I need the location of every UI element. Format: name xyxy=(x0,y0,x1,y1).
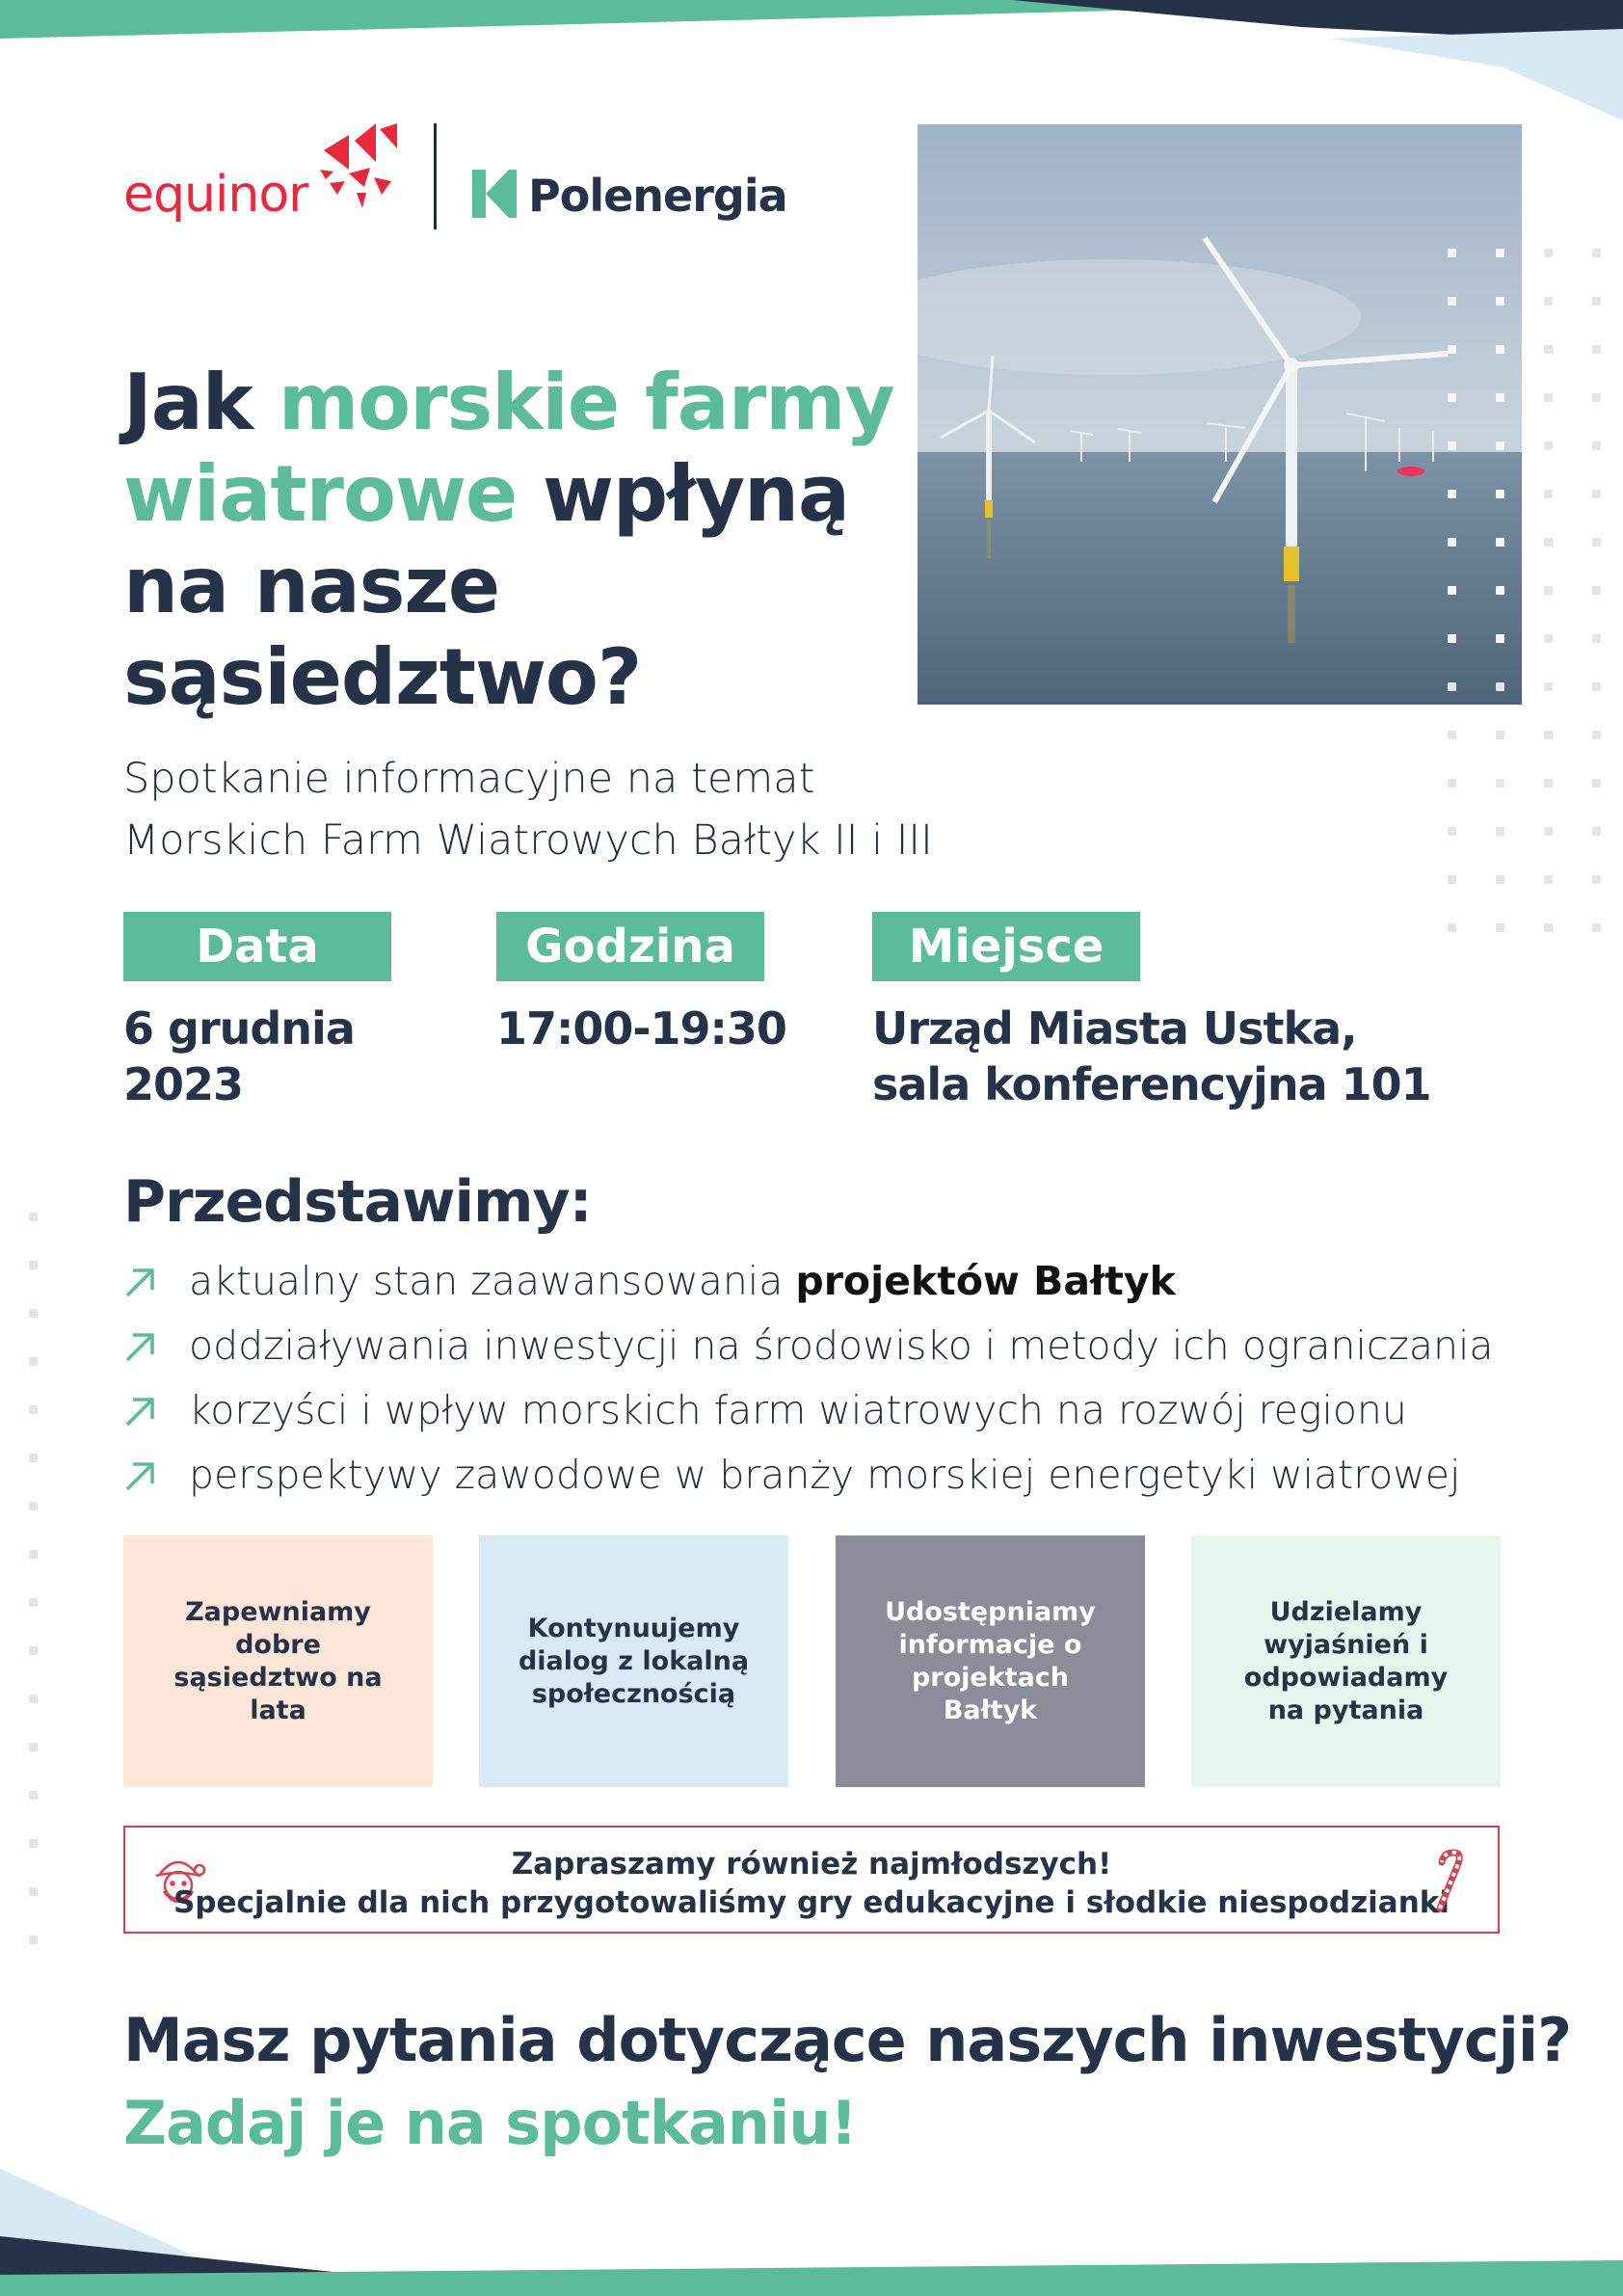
place-value xyxy=(872,1001,1431,1112)
bottom-decorative-band xyxy=(0,2169,1623,2296)
date-label: Data xyxy=(123,912,391,981)
card-information xyxy=(836,1535,1145,1787)
card-text: Udzielamy wyjaśnień i odpowiadamy na pytania xyxy=(1243,1596,1449,1725)
headline-part1: Jak xyxy=(123,358,279,447)
kids-line2: Specjalnie dla nich przygotowaliśmy gry edukacyjne i słodkie niespodzianki xyxy=(173,1885,1450,1920)
card-answers xyxy=(1191,1535,1501,1787)
list-item xyxy=(123,1378,1569,1443)
dot-grid-left xyxy=(29,1213,48,1945)
equinor-logo-icon xyxy=(316,123,403,216)
time-label: Godzina xyxy=(496,912,764,981)
equinor-logo-text: equinor xyxy=(123,166,308,224)
card-text: Kontynuujemy dialog z lokalną społecznością xyxy=(518,1613,750,1709)
place-line2: sala konferencyjna 101 xyxy=(872,1058,1431,1110)
arrow-up-right-icon xyxy=(123,1458,158,1493)
kids-banner xyxy=(123,1826,1500,1934)
arrow-up-right-icon xyxy=(123,1265,158,1299)
candy-cane-icon xyxy=(1428,1849,1473,1912)
subheadline xyxy=(123,748,991,871)
list-item-bold: projektów Bałtyk xyxy=(795,1258,1176,1304)
list-item xyxy=(123,1314,1569,1378)
card-text: Udostępniamy informacje o projektach Bałtyk xyxy=(885,1596,1096,1725)
date-value xyxy=(123,1001,355,1112)
card-good-neighbourhood xyxy=(123,1535,433,1787)
card-dialog xyxy=(479,1535,788,1787)
list-item-text: oddziaływania inwestycji na środowisko i metody ich ograniczania xyxy=(189,1322,1494,1369)
headline-part2: wpłyną na nasze sąsiedztwo? xyxy=(123,449,849,722)
list-item-text: korzyści i wpływ morskich farm wiatrowych na rozwój regionu xyxy=(189,1387,1407,1433)
list-item-text: perspektywy zawodowe w branży morskiej energetyki wiatrowej xyxy=(189,1452,1461,1498)
list-item-text: aktualny stan zaawansowania xyxy=(189,1258,796,1304)
present-title: Przedstawimy: xyxy=(123,1168,592,1236)
place-label: Miejsce xyxy=(872,912,1140,981)
subheadline-line1: Spotkanie informacyjne na temat xyxy=(123,755,815,803)
present-list xyxy=(123,1249,1569,1508)
headline-accent: morskie farmy wiatrowe xyxy=(123,358,894,539)
place-line1: Urząd Miasta Ustka, xyxy=(872,1002,1357,1055)
time-value: 17:00-19:30 xyxy=(496,1002,786,1055)
kids-line1: Zapraszamy również najmłodszych! xyxy=(511,1847,1112,1882)
date-line1: 6 grudnia xyxy=(123,1002,355,1055)
logo-separator xyxy=(434,123,437,229)
polenergia-logo-text: Polenergia xyxy=(528,170,787,222)
top-decorative-band xyxy=(0,0,1623,125)
arrow-up-right-icon xyxy=(123,1329,158,1364)
headline xyxy=(123,357,914,723)
offshore-wind-farm-photo xyxy=(918,124,1522,705)
date-line2: 2023 xyxy=(123,1058,244,1110)
list-item xyxy=(123,1249,1569,1314)
footer-question: Masz pytania dotyczące naszych inwestycji? xyxy=(123,2005,1572,2075)
arrow-up-right-icon xyxy=(123,1394,158,1428)
subheadline-line2: Morskich Farm Wiatrowych Bałtyk II i III xyxy=(123,816,933,865)
card-text: Zapewniamy dobre sąsiedztwo na lata xyxy=(173,1596,383,1725)
list-item xyxy=(123,1443,1569,1508)
dot-grid-photo-overlay xyxy=(1448,249,1515,692)
polenergia-logo-icon xyxy=(472,170,517,218)
footer-cta: Zadaj je na spotkaniu! xyxy=(123,2088,857,2158)
